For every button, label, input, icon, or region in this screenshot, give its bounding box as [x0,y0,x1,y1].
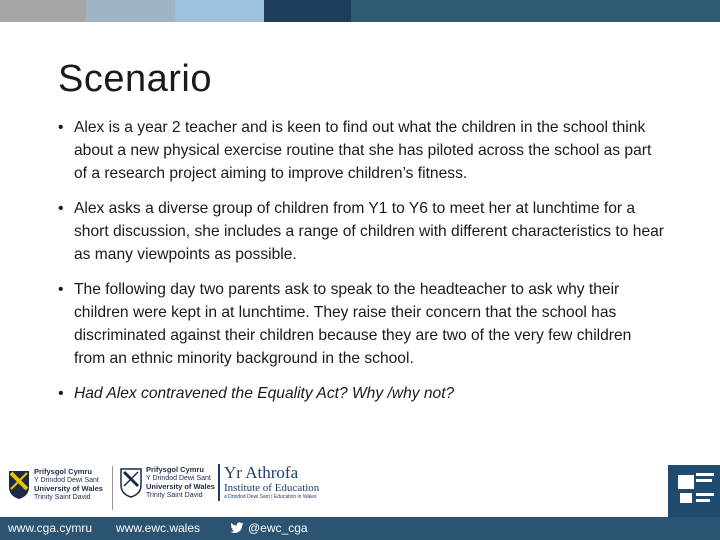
logo-divider [112,466,113,510]
strip-segment-lightblue [175,0,264,22]
logo-line: Trinity Saint David [146,492,203,499]
bullet-item: • Alex is a year 2 teacher and is keen to find out what the children in the school think about a new physical exercise routine that she has piloted across the school as part of a research project aiming to improve children’s fitness. [56,116,666,185]
top-color-strip [0,0,720,22]
twitter-bird-icon [230,522,244,534]
logo-line: Prifysgol Cymru [34,467,92,476]
athrofa-logo [218,464,319,501]
athrofa-title: Yr Athrofa [224,463,299,482]
uwtsd-logo [8,468,103,502]
uwtsd-logo-secondary [120,466,215,500]
logo-line: University of Wales [146,482,215,491]
bullet-item: • The following day two parents ask to speak to the headteacher to ask why their children were kept in at lunchtime. They raise their concern that the school has discriminated against their children because they are two of the very few children from an ethnic minority background in the school. [56,278,666,370]
bullet-item-question: • Had Alex contravened the Equality Act? Why /why not? [56,382,666,405]
logo-line: Trinity Saint David [34,494,91,501]
university-shield-icon [8,470,30,500]
logo-line: University of Wales [34,484,103,493]
athrofa-bar [218,464,220,501]
footer-bar [0,517,720,540]
bullet-list [56,116,666,417]
logo-line: Y Drindod Dewi Sant [34,477,99,484]
footer-twitter-handle[interactable]: @ewc_cga [248,521,308,535]
athrofa-tagline: a Drindod Dewi Sant | Education in Wales [224,494,317,500]
ewc-logo-graphic [668,465,720,521]
strip-segment-teal [351,0,720,22]
strip-segment-navy [264,0,351,22]
footer-link-ewc[interactable]: www.ewc.wales [116,521,201,535]
strip-segment-gray [0,0,86,22]
logo-line: Prifysgol Cymru [146,465,204,474]
partner-logos [0,462,720,514]
university-shield-icon [120,468,142,498]
bullet-item: • Alex asks a diverse group of children from Y1 to Y6 to meet her at lunchtime for a short discussion, she includes a range of children with different characteristics to hear as many viewpoints as possible. [56,197,666,266]
strip-segment-slate [86,0,175,22]
ewc-logo-icon [668,465,720,521]
footer-link-cga[interactable]: www.cga.cymru [8,521,93,535]
athrofa-subtitle: Institute of Education [224,482,320,494]
slide-title: Scenario [58,58,212,100]
logo-line: Y Drindod Dewi Sant [146,475,211,482]
